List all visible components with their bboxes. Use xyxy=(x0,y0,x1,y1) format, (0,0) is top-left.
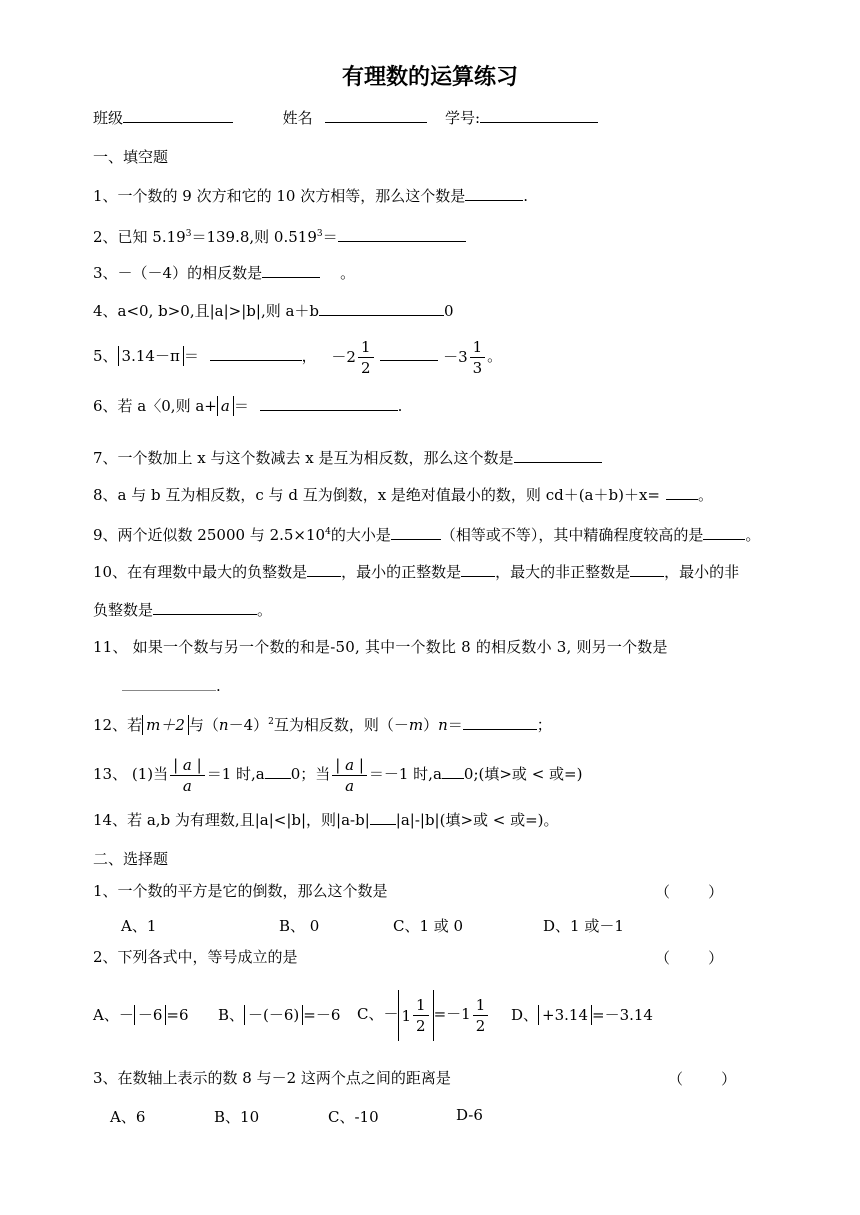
q9-part: 的大小是 xyxy=(330,526,391,544)
answer-blank[interactable] xyxy=(122,676,216,691)
question-13 xyxy=(93,752,582,796)
question-11-answer-line xyxy=(122,676,221,696)
whole-part: －3 xyxy=(443,348,468,366)
q12-part: ＝ xyxy=(447,716,463,734)
q6-end: . xyxy=(397,397,403,415)
question-8 xyxy=(93,485,713,505)
mc2-option-a[interactable] xyxy=(93,1004,189,1025)
q5-equals: ＝ xyxy=(183,347,199,365)
q9-part: 9、两个近似数 25000 与 2.5×10 xyxy=(93,526,326,544)
denominator: 2 xyxy=(360,358,371,377)
name-label: 姓名 xyxy=(282,109,313,127)
q5-abs-expr: 3.14－π xyxy=(118,346,184,366)
q12-abs-expr: m＋2 xyxy=(142,715,189,735)
denominator: 2 xyxy=(475,1016,486,1035)
q10-part: 负整数是 xyxy=(93,601,154,619)
q10-part: 10、在有理数中最大的负整数是 xyxy=(93,563,308,581)
q10-end: 。 xyxy=(257,601,273,619)
name-field[interactable] xyxy=(325,108,427,123)
q12-part: ） xyxy=(423,716,439,734)
q12-part: 与（ xyxy=(188,716,219,734)
answer-blank[interactable] xyxy=(630,562,664,577)
q12-variable: n xyxy=(438,716,448,734)
q2-part: ＝ xyxy=(322,228,338,246)
q8-end: 。 xyxy=(697,486,713,504)
q3-part: 3、－（－4）的相反数是 xyxy=(93,264,263,282)
option-text: =－1 xyxy=(433,1005,471,1023)
q9-exponent: 4 xyxy=(325,527,331,537)
answer-blank[interactable] xyxy=(260,396,398,411)
option-text: B、 xyxy=(218,1006,245,1024)
numerator: 1 xyxy=(470,337,486,358)
q5-mixed-number-1 xyxy=(331,335,375,379)
answer-parentheses[interactable]: （ ） xyxy=(655,883,724,901)
q13-fraction xyxy=(332,755,367,796)
answer-blank[interactable] xyxy=(465,186,523,201)
answer-blank[interactable] xyxy=(370,810,396,825)
q14-part: 14、若 a,b 为有理数,且|a|<|b|，则|a-b| xyxy=(93,811,370,829)
q12-part: －4） xyxy=(228,716,269,734)
q2-exponent: 3 xyxy=(316,229,323,239)
q12-exponent: 2 xyxy=(268,717,274,727)
mc-question-3-stem: 3、在数轴上表示的数 8 与－2 这两个点之间的距离是 xyxy=(93,1069,451,1087)
option-text: =－3.14 xyxy=(592,1006,653,1024)
q5-mixed-number-2 xyxy=(443,335,487,379)
question-10 xyxy=(93,562,739,582)
mc3-option-b[interactable]: B、10 xyxy=(214,1108,260,1126)
answer-parentheses[interactable]: （ ） xyxy=(655,949,724,967)
q9-part: （相等或不等），其中精确程度较高的是 xyxy=(440,526,704,544)
mc2-option-d[interactable] xyxy=(511,1004,653,1025)
numerator: | a | xyxy=(170,755,205,776)
numerator: 1 xyxy=(473,995,489,1016)
answer-blank[interactable] xyxy=(338,227,466,242)
mc-question-1-stem: 1、一个数的平方是它的倒数，那么这个数是 xyxy=(93,882,388,900)
numerator: 1 xyxy=(413,995,429,1016)
q6-abs-expr: a xyxy=(217,396,234,416)
denominator: a xyxy=(345,776,355,795)
q12-variable: m xyxy=(408,716,424,734)
question-1-text: 1、一个数的 9 次方和它的 10 次方相等，那么这个数是 xyxy=(93,187,466,205)
question-4 xyxy=(93,301,454,321)
q2-exponent: 3 xyxy=(185,229,192,239)
q4-part: 4、a<0, b>0,且|a|>|b|,则 a＋b xyxy=(93,302,320,320)
q12-part: 互为相反数，则（－ xyxy=(273,716,409,734)
q13-part: 0；当 xyxy=(290,765,331,783)
whole-part: －2 xyxy=(331,348,356,366)
mc3-option-c[interactable]: C、-10 xyxy=(328,1108,379,1126)
q5-prefix: 5、 xyxy=(93,347,118,365)
answer-blank[interactable] xyxy=(442,764,464,779)
whole-part: 1 xyxy=(401,1006,412,1025)
mc2-option-b[interactable] xyxy=(218,1004,340,1025)
class-label: 班级 xyxy=(93,109,124,127)
q13-part: ＝1 时,a xyxy=(206,765,265,783)
answer-blank[interactable] xyxy=(307,562,341,577)
question-12 xyxy=(93,712,552,735)
mc2-option-c[interactable] xyxy=(357,989,490,1041)
q13-part: 0;(填>或 < 或=) xyxy=(463,765,583,783)
question-14 xyxy=(93,810,559,830)
question-5 xyxy=(93,334,502,379)
question-10-continued xyxy=(93,600,272,620)
q2-part: ＝139.8,则 0.519 xyxy=(191,228,317,246)
mc3-option-a[interactable]: A、6 xyxy=(110,1108,146,1126)
question-2 xyxy=(93,224,466,247)
abs-expr: －(－6) xyxy=(244,1005,303,1025)
q10-part: ，最小的非 xyxy=(664,563,740,581)
q7-text: 7、一个数加上 x 与这个数减去 x 是互为相反数，那么这个数是 xyxy=(93,449,514,467)
id-field[interactable] xyxy=(480,108,598,123)
mc1-option-b[interactable]: B、 0 xyxy=(279,917,320,935)
numerator: | a | xyxy=(332,755,367,776)
q13-fraction xyxy=(170,755,205,796)
answer-blank[interactable] xyxy=(666,485,698,500)
option-text: C、－ xyxy=(357,1005,399,1023)
answer-blank[interactable] xyxy=(514,448,602,463)
class-field[interactable] xyxy=(123,108,233,123)
mc3-option-d[interactable]: D-6 xyxy=(456,1106,483,1124)
q11-text: 11、 如果一个数与另一个数的和是-50, 其中一个数比 8 的相反数小 3, 则另一个数是 xyxy=(93,638,668,656)
answer-parentheses[interactable]: （ ） xyxy=(668,1070,737,1088)
question-1-end: . xyxy=(523,187,529,205)
q8-text: 8、a 与 b 互为相反数，c 与 d 互为倒数，x 是绝对值最小的数，则 cd＋(a＋b)＋x= xyxy=(93,486,660,504)
q6-part: ＝ xyxy=(233,397,249,415)
answer-blank[interactable] xyxy=(461,562,495,577)
student-info-row xyxy=(93,108,598,128)
q10-part: ，最小的正整数是 xyxy=(341,563,462,581)
fraction xyxy=(473,995,489,1036)
q12-variable: n xyxy=(218,716,229,734)
numerator: 1 xyxy=(358,337,374,358)
question-1 xyxy=(93,186,528,206)
mc1-option-d[interactable]: D、1 或－1 xyxy=(543,917,624,935)
q11-end: . xyxy=(216,677,221,695)
q10-part: ，最大的非正整数是 xyxy=(495,563,631,581)
answer-blank[interactable] xyxy=(463,715,537,730)
question-6 xyxy=(93,396,402,416)
mc1-option-a[interactable]: A、1 xyxy=(121,917,157,935)
q6-part: 6、若 a〈0,则 a+ xyxy=(93,397,217,415)
question-3 xyxy=(93,263,355,283)
comparison-blank[interactable] xyxy=(380,346,438,361)
abs-expr xyxy=(398,990,433,1041)
q12-end: ； xyxy=(536,716,552,734)
q2-part: 2、已知 5.19 xyxy=(93,228,186,246)
question-11 xyxy=(93,637,668,657)
id-label: 学号: xyxy=(444,109,480,127)
answer-blank[interactable] xyxy=(262,263,320,278)
section-fill-blank-heading: 一、填空题 xyxy=(93,148,169,166)
option-text: =6 xyxy=(166,1006,189,1024)
answer-blank[interactable] xyxy=(153,600,257,615)
q13-part: ＝－1 时,a xyxy=(368,765,442,783)
denominator: 2 xyxy=(416,1017,426,1035)
section-multiple-choice-heading: 二、选择题 xyxy=(93,850,169,868)
answer-blank[interactable] xyxy=(703,525,745,540)
denominator: 3 xyxy=(472,358,483,377)
q5-comma: ， xyxy=(301,347,317,365)
answer-blank[interactable] xyxy=(391,525,441,540)
q4-part: 0 xyxy=(444,302,454,320)
mc-question-2-stem: 2、下列各式中，等号成立的是 xyxy=(93,948,298,966)
q3-end: 。 xyxy=(340,264,356,282)
answer-blank[interactable] xyxy=(265,764,291,779)
q12-part: 12、若 xyxy=(93,716,143,734)
page-title: 有理数的运算练习 xyxy=(341,65,518,90)
answer-blank[interactable] xyxy=(210,346,302,361)
q13-part: 13、 (1)当 xyxy=(93,765,169,783)
option-text: D、 xyxy=(511,1006,539,1024)
option-text: =－6 xyxy=(303,1006,341,1024)
answer-blank[interactable] xyxy=(319,301,444,316)
q9-end: 。 xyxy=(745,526,761,544)
q14-part: |a|-|b|(填>或 < 或=)。 xyxy=(395,811,559,829)
denominator: a xyxy=(182,776,192,795)
abs-expr: +3.14 xyxy=(538,1005,592,1025)
abs-expr: －6 xyxy=(134,1005,167,1025)
question-9 xyxy=(93,522,760,545)
option-text: A、－ xyxy=(93,1006,134,1024)
mc1-option-c[interactable]: C、1 或 0 xyxy=(393,917,464,935)
q5-end: 。 xyxy=(487,347,503,365)
question-7 xyxy=(93,448,602,468)
